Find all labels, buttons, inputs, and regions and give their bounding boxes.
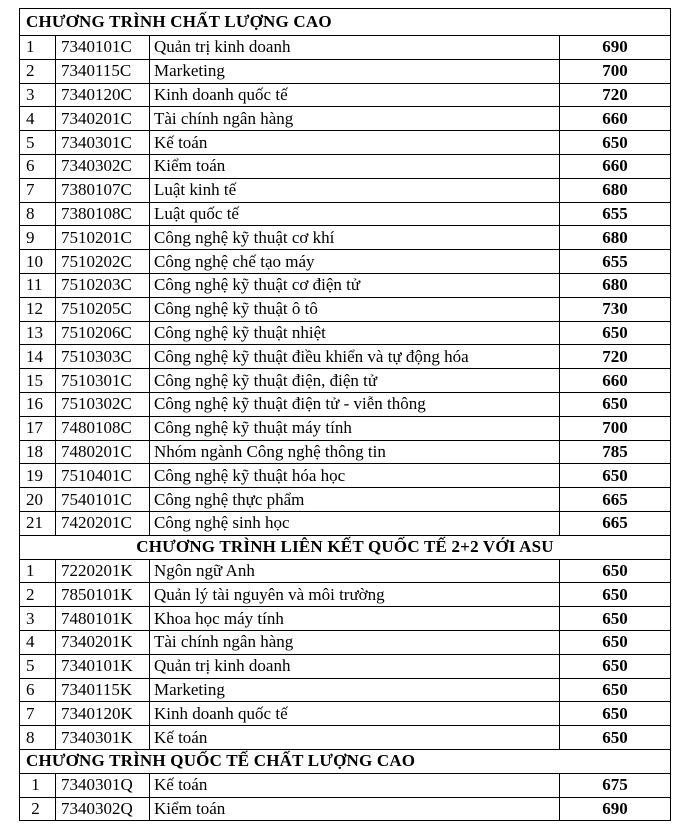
table-row bbox=[20, 583, 671, 607]
program-name: Kế toán bbox=[150, 131, 560, 155]
row-number: 1 bbox=[20, 559, 56, 583]
program-code: 7510401C bbox=[56, 464, 150, 488]
program-score: 660 bbox=[560, 154, 671, 178]
row-number: 7 bbox=[20, 702, 56, 726]
section-title: CHƯƠNG TRÌNH CHẤT LƯỢNG CAO bbox=[20, 9, 671, 36]
program-code: 7340120K bbox=[56, 702, 150, 726]
table-row bbox=[20, 345, 671, 369]
table-row bbox=[20, 83, 671, 107]
program-name: Quản trị kinh doanh bbox=[150, 36, 560, 60]
admission-score-document bbox=[19, 8, 670, 821]
row-number: 6 bbox=[20, 678, 56, 702]
program-score: 650 bbox=[560, 726, 671, 750]
program-code: 7340302C bbox=[56, 154, 150, 178]
program-score: 665 bbox=[560, 488, 671, 512]
table-row bbox=[20, 440, 671, 464]
table-row bbox=[20, 154, 671, 178]
row-number: 15 bbox=[20, 369, 56, 393]
program-score: 680 bbox=[560, 273, 671, 297]
table-row bbox=[20, 321, 671, 345]
section-title: CHƯƠNG TRÌNH QUỐC TẾ CHẤT LƯỢNG CAO bbox=[20, 749, 671, 773]
program-code: 7340115C bbox=[56, 59, 150, 83]
row-number: 13 bbox=[20, 321, 56, 345]
program-score: 680 bbox=[560, 178, 671, 202]
program-code: 7340201C bbox=[56, 107, 150, 131]
program-name: Kinh doanh quốc tế bbox=[150, 83, 560, 107]
program-score: 650 bbox=[560, 583, 671, 607]
program-score: 690 bbox=[560, 797, 671, 821]
program-name: Công nghệ kỹ thuật cơ điện tử bbox=[150, 273, 560, 297]
row-number: 4 bbox=[20, 630, 56, 654]
row-number: 1 bbox=[20, 773, 56, 797]
row-number: 8 bbox=[20, 202, 56, 226]
program-name: Khoa học máy tính bbox=[150, 607, 560, 631]
program-name: Kế toán bbox=[150, 726, 560, 750]
program-score: 650 bbox=[560, 702, 671, 726]
table-row bbox=[20, 559, 671, 583]
program-name: Công nghệ sinh học bbox=[150, 511, 560, 535]
program-code: 7510201C bbox=[56, 226, 150, 250]
program-name: Luật quốc tế bbox=[150, 202, 560, 226]
row-number: 18 bbox=[20, 440, 56, 464]
table-row bbox=[20, 464, 671, 488]
program-name: Quản trị kinh doanh bbox=[150, 654, 560, 678]
row-number: 2 bbox=[20, 797, 56, 821]
program-name: Công nghệ kỹ thuật hóa học bbox=[150, 464, 560, 488]
program-code: 7220201K bbox=[56, 559, 150, 583]
table-row bbox=[20, 59, 671, 83]
program-name: Công nghệ kỹ thuật nhiệt bbox=[150, 321, 560, 345]
program-name: Tài chính ngân hàng bbox=[150, 630, 560, 654]
program-code: 7340120C bbox=[56, 83, 150, 107]
table-row bbox=[20, 202, 671, 226]
row-number: 16 bbox=[20, 392, 56, 416]
table-body bbox=[20, 9, 671, 821]
table-row bbox=[20, 702, 671, 726]
program-name: Công nghệ kỹ thuật điện, điện tử bbox=[150, 369, 560, 393]
table-row bbox=[20, 297, 671, 321]
program-score: 650 bbox=[560, 464, 671, 488]
table-row bbox=[20, 630, 671, 654]
program-code: 7340101C bbox=[56, 36, 150, 60]
row-number: 3 bbox=[20, 607, 56, 631]
row-number: 9 bbox=[20, 226, 56, 250]
row-number: 5 bbox=[20, 654, 56, 678]
program-score: 650 bbox=[560, 678, 671, 702]
program-code: 7510203C bbox=[56, 273, 150, 297]
row-number: 7 bbox=[20, 178, 56, 202]
program-code: 7510205C bbox=[56, 297, 150, 321]
program-code: 7340301K bbox=[56, 726, 150, 750]
table-row bbox=[20, 107, 671, 131]
program-name: Tài chính ngân hàng bbox=[150, 107, 560, 131]
program-code: 7850101K bbox=[56, 583, 150, 607]
table-row bbox=[20, 678, 671, 702]
table-row bbox=[20, 773, 671, 797]
program-code: 7340201K bbox=[56, 630, 150, 654]
program-score: 680 bbox=[560, 226, 671, 250]
program-score: 700 bbox=[560, 416, 671, 440]
program-score: 660 bbox=[560, 107, 671, 131]
program-score: 650 bbox=[560, 321, 671, 345]
table-row bbox=[20, 178, 671, 202]
program-score: 720 bbox=[560, 345, 671, 369]
row-number: 10 bbox=[20, 250, 56, 274]
program-name: Kiểm toán bbox=[150, 154, 560, 178]
table-row bbox=[20, 797, 671, 821]
row-number: 5 bbox=[20, 131, 56, 155]
program-score: 785 bbox=[560, 440, 671, 464]
program-name: Công nghệ chế tạo máy bbox=[150, 250, 560, 274]
program-score: 650 bbox=[560, 392, 671, 416]
program-code: 7340101K bbox=[56, 654, 150, 678]
table-row bbox=[20, 369, 671, 393]
row-number: 17 bbox=[20, 416, 56, 440]
row-number: 4 bbox=[20, 107, 56, 131]
program-score: 650 bbox=[560, 654, 671, 678]
program-score: 700 bbox=[560, 59, 671, 83]
program-code: 7480101K bbox=[56, 607, 150, 631]
program-score: 730 bbox=[560, 297, 671, 321]
program-score: 650 bbox=[560, 630, 671, 654]
program-code: 7340301Q bbox=[56, 773, 150, 797]
program-score: 720 bbox=[560, 83, 671, 107]
table-row bbox=[20, 36, 671, 60]
program-name: Luật kinh tế bbox=[150, 178, 560, 202]
table-row bbox=[20, 250, 671, 274]
section-header-row bbox=[20, 749, 671, 773]
row-number: 1 bbox=[20, 36, 56, 60]
program-score: 675 bbox=[560, 773, 671, 797]
program-code: 7340115K bbox=[56, 678, 150, 702]
program-name: Công nghệ kỹ thuật cơ khí bbox=[150, 226, 560, 250]
row-number: 12 bbox=[20, 297, 56, 321]
table-row bbox=[20, 511, 671, 535]
section-title: CHƯƠNG TRÌNH LIÊN KẾT QUỐC TẾ 2+2 VỚI ASU bbox=[20, 535, 671, 559]
table-row bbox=[20, 488, 671, 512]
program-score: 660 bbox=[560, 369, 671, 393]
table-row bbox=[20, 607, 671, 631]
table-row bbox=[20, 416, 671, 440]
table-row bbox=[20, 226, 671, 250]
program-code: 7420201C bbox=[56, 511, 150, 535]
program-name: Ngôn ngữ Anh bbox=[150, 559, 560, 583]
row-number: 21 bbox=[20, 511, 56, 535]
program-code: 7380107C bbox=[56, 178, 150, 202]
row-number: 14 bbox=[20, 345, 56, 369]
program-code: 7510302C bbox=[56, 392, 150, 416]
program-code: 7510206C bbox=[56, 321, 150, 345]
section-header-row bbox=[20, 535, 671, 559]
row-number: 20 bbox=[20, 488, 56, 512]
row-number: 3 bbox=[20, 83, 56, 107]
program-code: 7340302Q bbox=[56, 797, 150, 821]
program-score: 690 bbox=[560, 36, 671, 60]
program-code: 7480201C bbox=[56, 440, 150, 464]
program-code: 7510202C bbox=[56, 250, 150, 274]
program-code: 7540101C bbox=[56, 488, 150, 512]
program-score: 655 bbox=[560, 250, 671, 274]
program-code: 7480108C bbox=[56, 416, 150, 440]
admission-score-table bbox=[19, 8, 671, 821]
program-name: Nhóm ngành Công nghệ thông tin bbox=[150, 440, 560, 464]
program-code: 7340301C bbox=[56, 131, 150, 155]
row-number: 6 bbox=[20, 154, 56, 178]
program-score: 655 bbox=[560, 202, 671, 226]
row-number: 11 bbox=[20, 273, 56, 297]
program-name: Công nghệ kỹ thuật ô tô bbox=[150, 297, 560, 321]
program-name: Quản lý tài nguyên và môi trường bbox=[150, 583, 560, 607]
program-score: 665 bbox=[560, 511, 671, 535]
row-number: 2 bbox=[20, 59, 56, 83]
table-row bbox=[20, 726, 671, 750]
table-row bbox=[20, 131, 671, 155]
program-name: Công nghệ kỹ thuật điều khiển và tự động hóa bbox=[150, 345, 560, 369]
program-code: 7510301C bbox=[56, 369, 150, 393]
program-name: Kế toán bbox=[150, 773, 560, 797]
program-name: Công nghệ kỹ thuật điện tử - viễn thông bbox=[150, 392, 560, 416]
program-name: Kiểm toán bbox=[150, 797, 560, 821]
program-name: Marketing bbox=[150, 59, 560, 83]
program-code: 7510303C bbox=[56, 345, 150, 369]
program-name: Công nghệ kỹ thuật máy tính bbox=[150, 416, 560, 440]
section-header-row bbox=[20, 9, 671, 36]
table-row bbox=[20, 392, 671, 416]
table-row bbox=[20, 654, 671, 678]
program-name: Kinh doanh quốc tế bbox=[150, 702, 560, 726]
program-name: Công nghệ thực phẩm bbox=[150, 488, 560, 512]
program-score: 650 bbox=[560, 607, 671, 631]
program-code: 7380108C bbox=[56, 202, 150, 226]
program-score: 650 bbox=[560, 131, 671, 155]
row-number: 8 bbox=[20, 726, 56, 750]
row-number: 2 bbox=[20, 583, 56, 607]
program-score: 650 bbox=[560, 559, 671, 583]
row-number: 19 bbox=[20, 464, 56, 488]
program-name: Marketing bbox=[150, 678, 560, 702]
table-row bbox=[20, 273, 671, 297]
